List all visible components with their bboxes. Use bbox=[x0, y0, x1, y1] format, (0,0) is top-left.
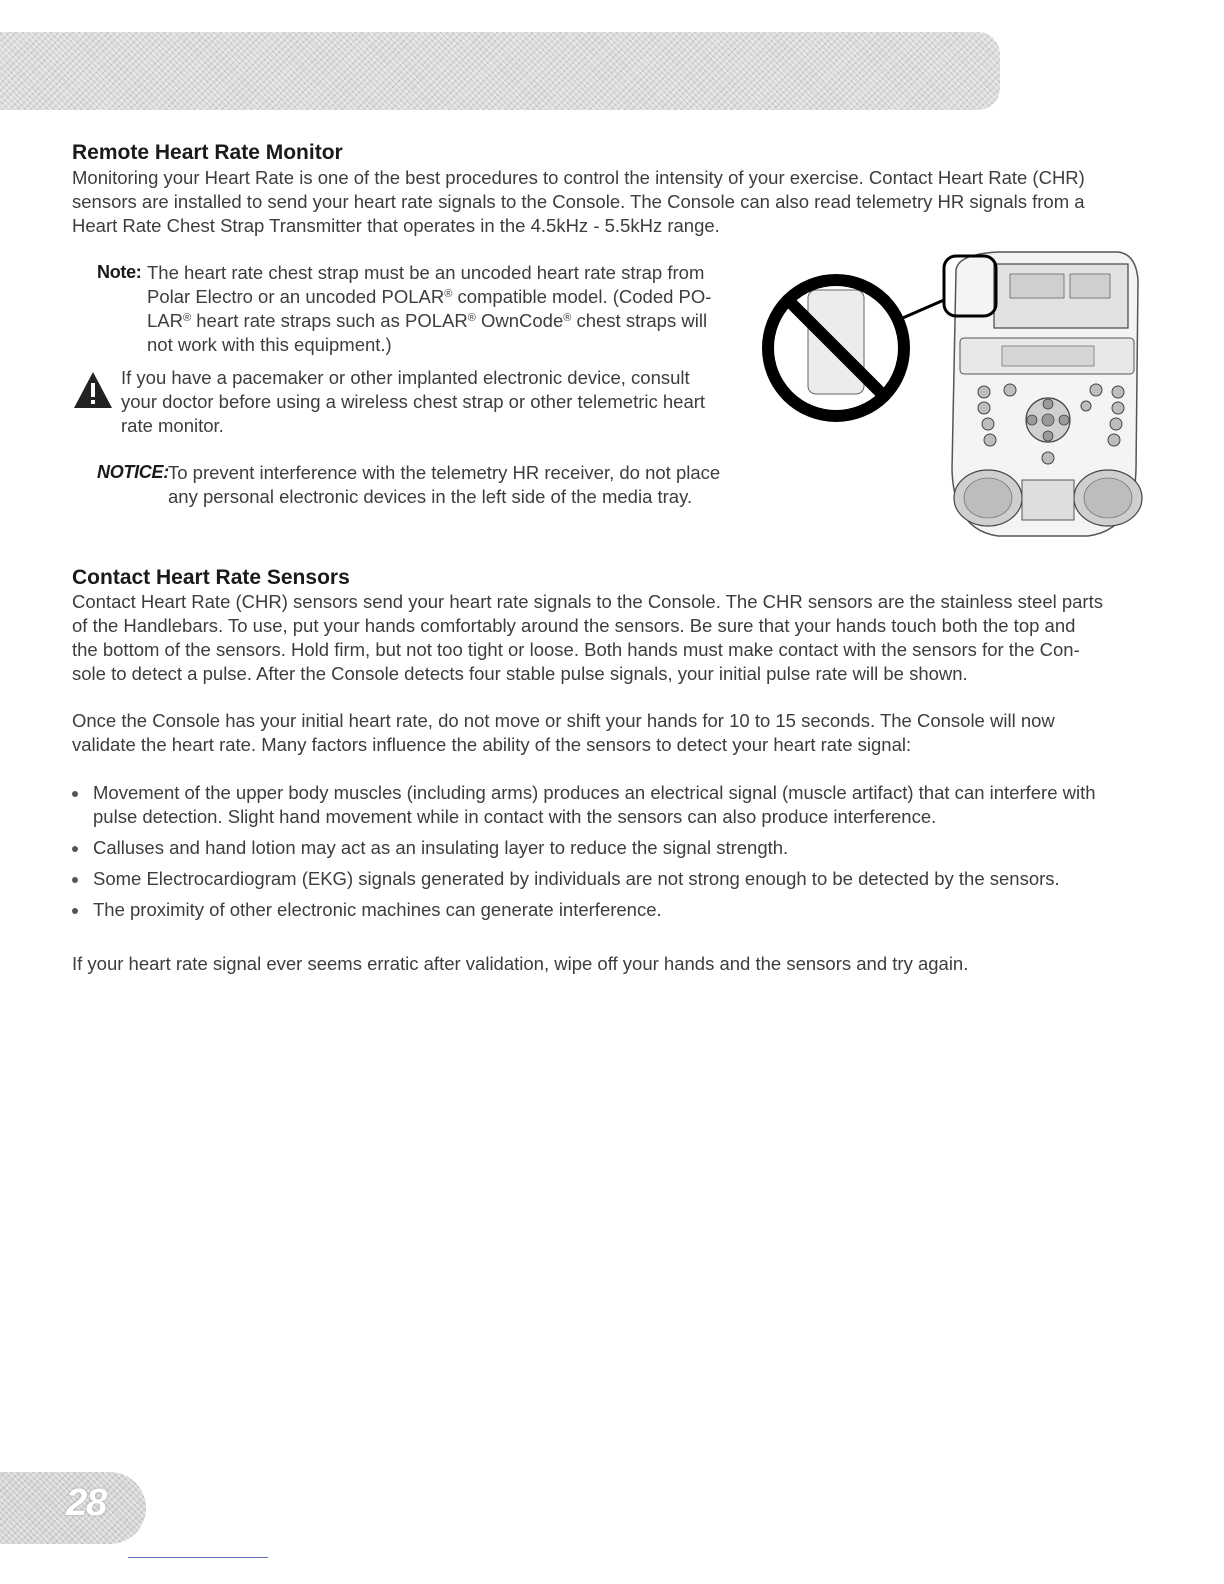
notice-label: NOTICE: bbox=[97, 462, 169, 482]
remote-intro bbox=[72, 166, 1162, 238]
bullet-3: Some Electrocardiogram (EKG) signals generated by individuals are not strong enough to be detected by the sensors. bbox=[93, 868, 1060, 889]
console-illustration bbox=[758, 230, 1148, 540]
note-line-3d: chest straps will bbox=[571, 310, 708, 331]
list-item bbox=[72, 781, 1152, 829]
para1-line-2: of the Handlebars. To use, put your hands comfortably around the sensors. Be sure that your hands touch both the top and bbox=[72, 615, 1076, 636]
header-band bbox=[0, 32, 1000, 110]
warning-line-3: rate monitor. bbox=[121, 415, 224, 436]
page-number: 28 bbox=[66, 1482, 107, 1524]
section-title-contact-hr: Contact Heart Rate Sensors bbox=[72, 566, 350, 589]
bullet-dot bbox=[72, 846, 78, 852]
warning-line-2: your doctor before using a wireless chest strap or other telemetric heart bbox=[121, 391, 706, 412]
note-line-4: not work with this equipment.) bbox=[147, 334, 392, 355]
list-item bbox=[72, 898, 1152, 922]
registered-mark: ® bbox=[563, 312, 572, 324]
note-line-2a: Polar Electro or an uncoded POLAR bbox=[147, 286, 445, 307]
section-title-remote-hr: Remote Heart Rate Monitor bbox=[72, 141, 343, 164]
bullet-dot bbox=[72, 908, 78, 914]
notice-text bbox=[168, 461, 758, 509]
registered-mark: ® bbox=[444, 288, 453, 300]
registered-mark: ® bbox=[183, 312, 192, 324]
note-line-1: The heart rate chest strap must be an uncoded heart rate strap from bbox=[147, 262, 705, 283]
notice-line-1: To prevent interference with the telemetry HR receiver, do not place bbox=[168, 462, 721, 483]
bullet-1-line-1: Movement of the upper body muscles (including arms) produces an electrical signal (muscle artifact) that can interfere with bbox=[93, 782, 1096, 803]
intro-line-3: Heart Rate Chest Strap Transmitter that operates in the 4.5kHz - 5.5kHz range. bbox=[72, 215, 720, 236]
warning-line-1: If you have a pacemaker or other implanted electronic device, consult bbox=[121, 367, 690, 388]
contact-para-2 bbox=[72, 709, 1182, 757]
para2-line-1: Once the Console has your initial heart rate, do not move or shift your hands for 10 to 15 seconds. The Console will now bbox=[72, 710, 1055, 731]
note-line-3b: heart rate straps such as POLAR bbox=[191, 310, 468, 331]
list-item bbox=[72, 867, 1152, 891]
intro-line-1: Monitoring your Heart Rate is one of the best procedures to control the intensity of your exercise. Contact Heart Rate (CHR) bbox=[72, 167, 1085, 188]
bullet-4: The proximity of other electronic machines can generate interference. bbox=[93, 899, 662, 920]
note-line-3c: OwnCode bbox=[475, 310, 564, 331]
footer-rule bbox=[128, 1557, 268, 1558]
list-item bbox=[72, 836, 1152, 860]
closing-paragraph: If your heart rate signal ever seems erratic after validation, wipe off your hands and the sensors and try again. bbox=[72, 953, 969, 974]
contact-para-1 bbox=[72, 590, 1182, 686]
registered-mark: ® bbox=[467, 312, 476, 324]
bullet-dot bbox=[72, 791, 78, 797]
note-text bbox=[147, 261, 757, 357]
bullet-2: Calluses and hand lotion may act as an insulating layer to reduce the signal strength. bbox=[93, 837, 789, 858]
bullet-1-line-2: pulse detection. Slight hand movement while in contact with the sensors can also produce interference. bbox=[93, 806, 937, 827]
para1-line-4: sole to detect a pulse. After the Console detects four stable pulse signals, your initial pulse rate will be shown. bbox=[72, 663, 968, 684]
note-line-2b: compatible model. (Coded PO- bbox=[452, 286, 712, 307]
intro-line-2: sensors are installed to send your heart rate signals to the Console. The Console can also read telemetry HR signals from a bbox=[72, 191, 1085, 212]
para1-line-1: Contact Heart Rate (CHR) sensors send your heart rate signals to the Console. The CHR sensors are the stainless steel parts bbox=[72, 591, 1103, 612]
para1-line-3: the bottom of the sensors. Hold firm, but not too tight or loose. Both hands must make contact with the sensors for the Con- bbox=[72, 639, 1080, 660]
note-line-3a: LAR bbox=[147, 310, 183, 331]
note-label: Note: bbox=[97, 262, 142, 282]
warning-text bbox=[121, 366, 741, 438]
para2-line-2: validate the heart rate. Many factors influence the ability of the sensors to detect your heart rate signal: bbox=[72, 734, 912, 755]
warning-triangle-icon bbox=[72, 370, 114, 410]
bullet-dot bbox=[72, 877, 78, 883]
notice-line-2: any personal electronic devices in the left side of the media tray. bbox=[168, 486, 693, 507]
interference-factors-list bbox=[72, 781, 1152, 929]
